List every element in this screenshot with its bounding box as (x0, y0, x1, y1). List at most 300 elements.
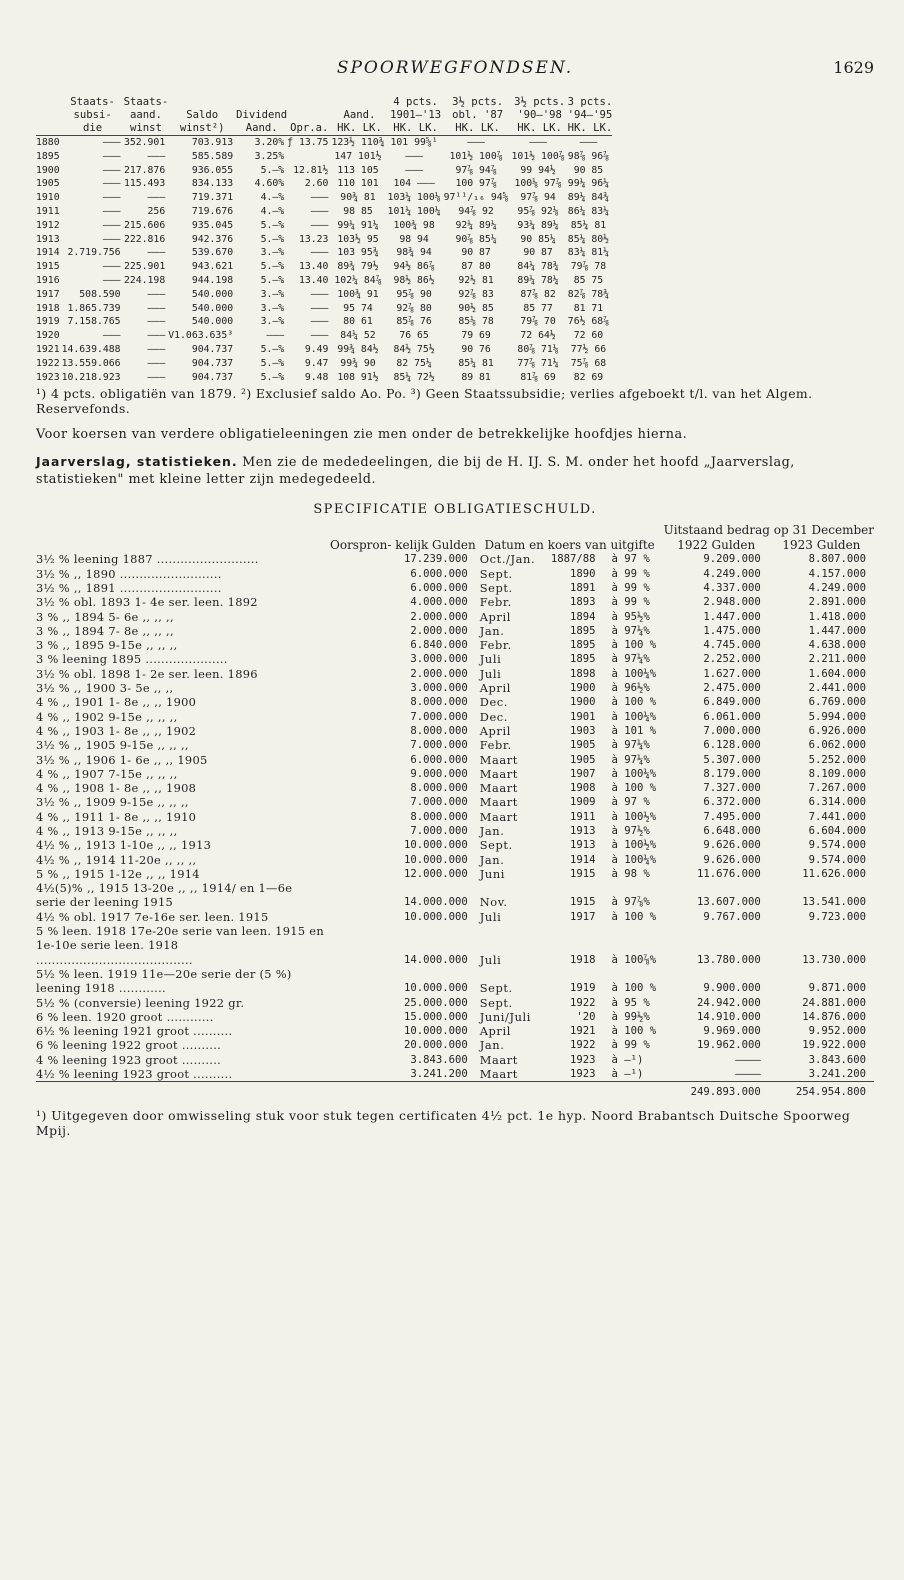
table-cell: 10.000.000 (403, 1025, 468, 1038)
table-cell: 834.133 (191, 178, 234, 190)
table-row (36, 738, 874, 752)
table-cell: 24.942.000 (697, 996, 761, 1009)
dividend-head-cell: winst (124, 122, 169, 136)
table-cell: 4.000.000 (410, 596, 468, 609)
table-row (36, 581, 874, 595)
table-row (36, 343, 612, 357)
table-cell: 3.000.000 (410, 682, 468, 695)
table-cell: 5½ % leen. 1919 11e—20e serie der (5 %) leening 1918 ............ (36, 966, 292, 996)
dividend-head-cell: HK. LK. (567, 122, 613, 134)
dividend-head-cell: Aand. (343, 109, 376, 121)
table-cell: 4½ % ,, 1913 1-10e ,, ,, 1913 (36, 838, 212, 853)
table-cell: 1916 (36, 274, 60, 286)
table-row (36, 724, 874, 738)
table-cell: ——— (102, 330, 121, 342)
table-cell: à 100 % (611, 910, 657, 923)
table-cell: 102¼ 84⅞ (334, 274, 382, 286)
table-cell: 1905 (570, 739, 596, 752)
table-row (36, 910, 874, 924)
table-cell: 9.723.000 (808, 910, 866, 923)
paragraph-jaarverslag-text: Men zie de mededeelingen, die bij de H. IJ. S. M. onder het hoofd „Jaarverslag, statistieken" met kleine letter zijn medegedeeld. (36, 455, 795, 488)
table-cell: 1903 (570, 724, 596, 737)
table-cell: 7.158.765 (67, 316, 121, 328)
table-cell: 1890 (570, 567, 596, 580)
table-cell: 84½ 75½ (393, 343, 435, 355)
table-cell: ——— (405, 150, 423, 162)
table-cell: 90¾ 81 (340, 192, 376, 204)
table-cell: 80 61 (343, 316, 373, 328)
table-cell: à 99 % (611, 581, 650, 594)
table-cell: ——— (102, 274, 121, 286)
table-cell: 99¼ 96¼ (567, 178, 610, 190)
table-cell: 703.913 (191, 137, 234, 148)
table-cell: 4 % ,, 1907 7-15e ,, ,, ,, (36, 766, 178, 781)
table-cell: à 95 % (611, 996, 650, 1009)
table-cell: 540.000 (191, 288, 234, 300)
dividend-head-cell (287, 96, 331, 109)
table-cell: à —¹) (611, 1068, 644, 1081)
table-row (36, 274, 612, 288)
table-cell: ——— (147, 192, 166, 204)
table-cell: 3½ % obl. 1898 1- 2e ser. leen. 1896 (36, 666, 258, 681)
table-cell: 1918 (36, 302, 60, 314)
table-cell: 103 95¾ (337, 247, 379, 259)
table-cell: 8.000.000 (410, 696, 468, 709)
table-cell: ——— (147, 302, 166, 314)
table-cell: 8.000.000 (410, 810, 468, 823)
table-cell: 99 94½ (520, 164, 556, 176)
table-cell: Dec. (479, 695, 508, 710)
table-row (36, 136, 612, 150)
table-cell: 4 % leening 1923 groot .......... (36, 1052, 222, 1067)
table-cell: 98¾ 94 (396, 247, 432, 259)
table-cell: 943.621 (191, 261, 234, 273)
page-number: 1629 (833, 58, 874, 77)
table-cell: 1923 (36, 371, 60, 383)
table-cell: 9.48 (304, 371, 329, 383)
table-cell: ——— (147, 288, 166, 300)
table-cell: 103½ 95 (337, 233, 379, 245)
table-cell: 1905 (36, 178, 60, 190)
table-cell: 719.676 (191, 205, 234, 217)
table-cell: à —¹) (611, 1053, 644, 1066)
table-cell: Maart (479, 1052, 518, 1067)
paragraph-jaarverslag-title: Jaarverslag, statistieken. (36, 454, 238, 470)
dividend-head-cell: 3½ pcts. (452, 96, 504, 108)
table-cell: 79⅞ 78 (570, 261, 607, 273)
table-cell: 4 % ,, 1901 1- 8e ,, ,, 1900 (36, 695, 197, 710)
table-cell: 2.891.000 (808, 596, 866, 609)
table-cell: 6½ % leening 1921 groot .......... (36, 1024, 233, 1039)
table-cell: 4.—% (260, 192, 285, 204)
table-cell: à 100½% (611, 810, 657, 823)
table-cell: 9.000.000 (410, 767, 468, 780)
table-row (36, 710, 874, 724)
table-cell: V1.063.635³ (168, 330, 234, 342)
table-cell: 8.000.000 (410, 782, 468, 795)
table-row (36, 1053, 874, 1067)
table-cell: ——— (102, 192, 121, 204)
table-cell: 215.606 (123, 219, 166, 231)
table-cell: 3½ % leening 1887 .......................... (36, 552, 259, 567)
table-row (36, 233, 612, 247)
table-cell: 1895 (570, 639, 596, 652)
table-cell: 2.475.000 (703, 682, 761, 695)
table-cell: ——— (310, 288, 329, 300)
table-cell: 1895 (570, 653, 596, 666)
table-cell: 90 85¼ (520, 233, 556, 245)
table-row (36, 853, 874, 867)
table-cell: Maart (479, 1067, 518, 1082)
table-cell: 104 ——— (393, 178, 435, 190)
table-cell: 4 % ,, 1913 9-15e ,, ,, ,, (36, 823, 178, 838)
table-cell: Febr. (479, 638, 512, 653)
table-cell: 89 81 (461, 371, 491, 383)
table-cell: 1914 (570, 853, 596, 866)
table-cell: 3 % ,, 1895 9-15e ,, ,, ,, (36, 638, 178, 653)
table-cell: 90 87 (523, 247, 553, 259)
table-cell: April (479, 1024, 511, 1039)
table-cell: 2.441.000 (808, 682, 866, 695)
table-cell: 85 77 (523, 302, 553, 314)
table-cell: 4.—% (260, 205, 285, 217)
spec-head-uitstaand: Uitstaand bedrag op 31 December (663, 523, 874, 538)
table-cell: 147 101½ (334, 150, 382, 162)
table-cell: 4.157.000 (808, 567, 866, 580)
table-cell: 222.816 (123, 233, 166, 245)
table-row (36, 205, 612, 219)
dividend-table-head-row-2 (36, 109, 612, 122)
table-cell: 85¼ 80½ (567, 233, 610, 245)
table-cell: ƒ 13.75 (287, 137, 329, 148)
table-cell: 5.994.000 (808, 710, 866, 723)
table-cell: à 97 % (611, 796, 650, 809)
table-cell: 13.541.000 (802, 896, 866, 909)
table-cell: Sept. (479, 981, 513, 996)
table-cell: 90 85 (573, 164, 604, 176)
table-row (36, 371, 612, 385)
table-cell: 6.604.000 (808, 824, 866, 837)
table-cell: 6.128.000 (703, 739, 761, 752)
table-cell: 13.23 (298, 233, 329, 245)
table-row (36, 767, 874, 781)
table-cell: 10.218.923 (61, 371, 121, 383)
table-cell: 1895 (570, 624, 596, 637)
table-cell: 85⅞ 76 (396, 316, 432, 328)
table-cell: à 99 % (611, 1039, 650, 1052)
table-cell: 1920 (36, 330, 60, 342)
table-row (36, 191, 612, 205)
table-cell: 3½ % ,, 1891 .......................... (36, 580, 222, 595)
table-row (36, 624, 874, 638)
dividend-table-body (36, 136, 612, 385)
table-cell: à 100 % (611, 639, 657, 652)
dividend-head-cell: Aand. (236, 122, 287, 136)
table-cell: 3½ % obl. 1893 1- 4e ser. leen. 1892 (36, 595, 258, 610)
spec-head-1923: 1923 Gulden (782, 537, 861, 552)
table-cell: April (479, 609, 511, 624)
dividend-head-cell: obl. '87 (452, 109, 504, 121)
table-cell: Maart (479, 809, 518, 824)
table-cell: 72 64½ (520, 330, 556, 342)
table-cell: 12.81½ (293, 164, 329, 176)
table-cell: 97⅞ 94 (520, 192, 556, 204)
table-row (36, 1024, 874, 1038)
table-cell: 1893 (570, 596, 596, 609)
table-row (36, 667, 874, 681)
table-cell: ——— (147, 371, 166, 383)
table-cell: 1915 (570, 896, 596, 909)
table-row (36, 1038, 874, 1052)
table-cell: 6.849.000 (703, 696, 761, 709)
table-cell: 90 76 (461, 343, 491, 355)
table-cell: 8.807.000 (808, 553, 866, 566)
table-cell: 2.211.000 (808, 653, 866, 666)
table-cell: 92¼ 89¼ (455, 219, 497, 231)
table-row (36, 638, 874, 652)
table-cell: Maart (479, 781, 518, 796)
dividend-head-cell (287, 109, 331, 122)
table-cell: Jan. (479, 823, 505, 838)
dividend-head-cell: Opr.a. (287, 122, 331, 136)
table-cell: 1912 (36, 219, 60, 231)
table-cell: 101½ 100⅞ (449, 150, 503, 162)
table-cell: à 97¼% (611, 739, 650, 752)
table-cell: à 99 % (611, 596, 650, 609)
table-row (36, 288, 612, 302)
table-cell: 9.952.000 (808, 1025, 866, 1038)
table-cell: 6.648.000 (703, 824, 761, 837)
table-row (36, 552, 874, 566)
table-cell: 97¹¹/₁₆ 94⅝ (443, 192, 509, 204)
table-cell: 113 105 (337, 164, 379, 176)
table-cell: 3 % ,, 1894 7- 8e ,, ,, ,, (36, 623, 174, 638)
table-row (36, 219, 612, 233)
table-cell: 7.441.000 (808, 810, 866, 823)
table-cell: 83¼ 81¼ (567, 247, 610, 259)
table-cell: ——— (579, 137, 598, 148)
table-row (36, 881, 874, 910)
dividend-head-cell: subsi- (73, 109, 112, 121)
table-cell: 14.000.000 (403, 896, 468, 909)
dividend-head-cell (36, 122, 62, 136)
table-cell: Sept. (479, 838, 513, 853)
table-cell: 19.922.000 (802, 1039, 866, 1052)
table-row (36, 753, 874, 767)
table-cell: 4.60% (254, 178, 285, 190)
table-cell: 4.745.000 (703, 639, 761, 652)
table-cell: 3½ % ,, 1900 3- 5e ,, ,, (36, 681, 174, 696)
table-cell: ——— (102, 219, 121, 231)
table-cell: à 97⅞% (611, 896, 650, 909)
table-cell: 1900 (570, 682, 596, 695)
table-cell: 2.948.000 (703, 596, 761, 609)
table-cell: 5.—% (260, 357, 285, 369)
table-cell: 4½(5)% ,, 1915 13-20e ,, ,, 1914/ en 1—6e serie der leening 1915 (36, 881, 293, 910)
table-cell: 1921 (570, 1025, 596, 1038)
table-cell: 6.769.000 (808, 696, 866, 709)
table-cell: 5.—% (260, 261, 285, 273)
table-cell: 77⅞ 71¼ (517, 357, 559, 369)
table-cell: 100⅛ 97⅞ (514, 178, 562, 190)
table-cell: 224.198 (123, 274, 166, 286)
table-row (36, 652, 874, 666)
spec-total-1923: 254.954.800 (769, 1082, 874, 1100)
dividend-head-cell: Staats- (123, 96, 169, 108)
table-cell: 2.000.000 (410, 610, 468, 623)
table-row (36, 996, 874, 1010)
table-cell: 13.607.000 (697, 896, 761, 909)
table-cell: ——— (266, 330, 285, 342)
table-cell: Sept. (479, 580, 513, 595)
table-cell: 4.337.000 (703, 581, 761, 594)
table-cell: 98 85 (343, 205, 373, 217)
table-cell: 1.418.000 (808, 610, 866, 623)
table-cell: 79⅞ 70 (520, 316, 556, 328)
table-cell: 13.40 (298, 261, 329, 273)
table-cell: Febr. (479, 738, 512, 753)
dividend-head-cell: HK. LK. (388, 122, 444, 136)
table-cell: 1917 (570, 910, 596, 923)
table-cell: Nov. (479, 895, 508, 910)
table-cell: Juli (479, 952, 502, 967)
table-cell: 12.000.000 (403, 867, 468, 880)
table-cell: 2.000.000 (410, 667, 468, 680)
table-cell: 75⅞ 68 (570, 357, 607, 369)
table-row (36, 967, 874, 996)
table-cell: 5.—% (260, 343, 285, 355)
table-cell: à 100¼% (611, 853, 657, 866)
table-cell: 225.901 (123, 261, 166, 273)
table-cell: 5½ % (conversie) leening 1922 gr. (36, 995, 245, 1010)
table-cell: 1909 (570, 796, 596, 809)
table-cell: 4 % ,, 1902 9-15e ,, ,, ,, (36, 709, 178, 724)
table-row (36, 177, 612, 191)
table-cell: à 100 % (611, 982, 657, 995)
table-cell: 1.627.000 (703, 667, 761, 680)
table-cell: Juli (479, 652, 502, 667)
table-cell: Dec. (479, 709, 508, 724)
table-cell: 97⅞ 94⅞ (455, 164, 497, 176)
table-cell: 5 % ,, 1915 1-12e ,, ,, 1914 (36, 866, 200, 881)
table-cell: 3.843.600 (808, 1053, 866, 1066)
table-cell: 508.590 (79, 288, 121, 300)
table-cell: 20.000.000 (403, 1039, 468, 1052)
table-cell: 1.604.000 (808, 667, 866, 680)
table-cell: ——— (147, 357, 166, 369)
table-cell: ——— (310, 192, 329, 204)
table-row (36, 302, 612, 316)
table-cell: 100¾ 91 (337, 288, 379, 300)
table-cell: 6.000.000 (410, 581, 468, 594)
table-cell: 19.962.000 (697, 1039, 761, 1052)
table-cell: 9.574.000 (808, 839, 866, 852)
table-cell: 4½ % leening 1923 groot .......... (36, 1067, 233, 1082)
table-cell: à 100¼% (611, 667, 657, 680)
table-cell: 76½ 68⅞ (567, 316, 610, 328)
table-cell: Jan. (479, 1038, 505, 1053)
table-cell: 1915 (570, 867, 596, 880)
table-cell: 110 101 (337, 178, 379, 190)
table-cell: 72 60 (573, 330, 604, 342)
table-cell: 5.—% (260, 274, 285, 286)
table-cell: 115.493 (123, 178, 166, 190)
table-cell: 1911 (36, 205, 60, 217)
table-cell: ——— (102, 178, 121, 190)
table-cell: 13.780.000 (697, 953, 761, 966)
table-cell: 9.871.000 (808, 982, 866, 995)
spec-table-body (36, 552, 874, 1081)
table-cell: 81 71 (573, 302, 604, 314)
table-cell: 98⅞ 96⅞ (567, 150, 610, 162)
table-cell: '20 (576, 1010, 596, 1023)
table-cell: ——— (310, 247, 329, 259)
dividend-head-cell: Saldo (186, 109, 219, 121)
table-cell: 5.—% (260, 233, 285, 245)
table-cell: 7.000.000 (410, 824, 468, 837)
table-row (36, 838, 874, 852)
table-cell: 1.447.000 (808, 624, 866, 637)
spec-head-1922: 1922 Gulden (677, 537, 756, 552)
table-row (36, 260, 612, 274)
table-cell: Febr. (479, 595, 512, 610)
dividend-head-cell: 3½ pcts. (514, 96, 566, 108)
table-cell: 94½ 86⅞ (393, 261, 435, 273)
table-cell: 256 (147, 205, 166, 217)
table-cell: 942.376 (191, 233, 234, 245)
table-cell: April (479, 723, 511, 738)
dividend-head-cell: '90—'98 (517, 109, 562, 121)
table-cell: ——— (467, 137, 485, 148)
spec-table (36, 523, 874, 1099)
table-cell: à 100 % (611, 696, 657, 709)
table-cell: Sept. (479, 995, 513, 1010)
table-cell: 85¼ 72½ (393, 371, 435, 383)
table-cell: 82⅞ 78¾ (567, 288, 610, 300)
table-cell: 4½ % obl. 1917 7e-16e ser. leen. 1915 (36, 909, 269, 924)
table-cell: ——— (310, 316, 329, 328)
table-cell: 1917 (36, 288, 60, 300)
table-cell: 5.307.000 (703, 753, 761, 766)
table-cell: 6.061.000 (703, 710, 761, 723)
table-row (36, 357, 612, 371)
table-cell: 5 % leen. 1918 17e-20e serie van leen. 1915 en 1e-10e serie leen. 1918 ........................................ (36, 924, 324, 967)
table-cell: 904.737 (191, 371, 234, 383)
table-cell: 1900 (570, 696, 596, 709)
table-cell: April (479, 681, 511, 696)
table-cell: 10.000.000 (403, 839, 468, 852)
table-cell: 1922 (570, 1039, 596, 1052)
table-cell: 1922 (570, 996, 596, 1009)
table-cell: 3.241.200 (808, 1068, 866, 1081)
table-cell: 82 75¼ (396, 357, 432, 369)
table-cell: ——— (102, 137, 121, 148)
dividend-head-cell: Dividend (236, 109, 288, 121)
table-cell: 8.000.000 (410, 724, 468, 737)
table-cell: 7.000.000 (410, 796, 468, 809)
table-cell: 98½ 86½ (393, 274, 435, 286)
table-cell: 100 97⅞ (455, 178, 497, 190)
table-row (36, 567, 874, 581)
dividend-head-cell (36, 109, 62, 122)
table-cell: ———— (735, 1068, 761, 1081)
dividend-head-cell (168, 96, 236, 109)
table-cell: 25.000.000 (403, 996, 468, 1009)
table-cell: 4 % ,, 1903 1- 8e ,, ,, 1902 (36, 723, 197, 738)
table-cell: 4.249.000 (808, 581, 866, 594)
table-cell: 540.000 (191, 316, 234, 328)
table-cell: 98 94 (399, 233, 429, 245)
